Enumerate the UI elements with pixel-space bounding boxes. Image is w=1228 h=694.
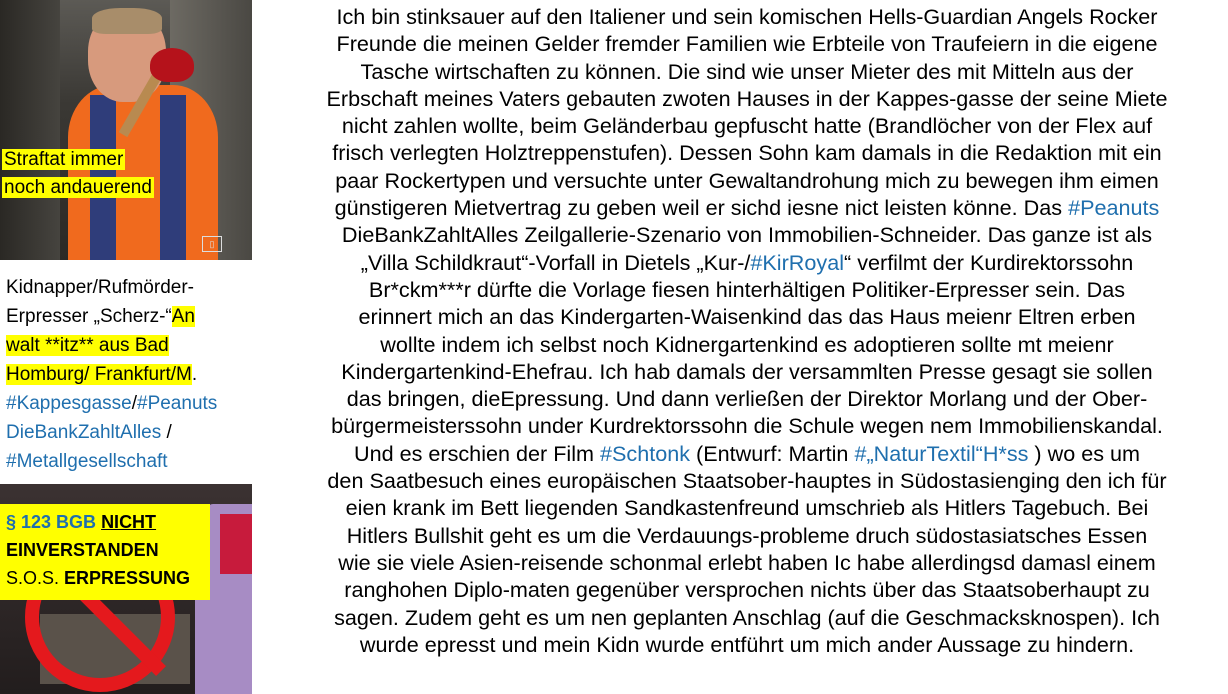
text-line: wurde epresst und mein Kidn wurde entführt um mich ander Aussage zu hindern. [359, 631, 1135, 657]
kid-line [6, 447, 250, 476]
plumber-photo [0, 0, 252, 260]
kidnapper-text [6, 273, 250, 476]
text-line: paar Rockertypen und versuchte unter Gewaltandrohung mich zu bewegen ihm eimen [335, 167, 1159, 193]
text-line: erinnert mich an das Kindergarten-Waisenkind das das Haus meienr Eltren erben [358, 304, 1136, 330]
kid-line: Kidnapper/Rufmörder- [6, 277, 194, 298]
text-line: Br*ckm***r dürfte die Vorlage fiesen hinterhältigen Politiker-Erpresser sein. Das [368, 276, 1126, 302]
text-line: den Saatbesuch eines europäischen Staatsober-hauptes in Südostasienging den ich für [327, 468, 1167, 494]
text-line: günstigeren Mietvertrag zu geben weil er sichd iesne nict leisten könne. Das #Peanuts [334, 195, 1160, 221]
hashtag-link[interactable]: #Peanuts [137, 393, 218, 414]
text-line: Kindergartenkind-Ehefrau. Ich hab damals der versammlten Presse gesagt sie sollen [341, 358, 1153, 384]
text-line: sagen. Zudem geht es um nen geplanten Anschlag (auf die Geschmacksknospen). Ich [334, 604, 1160, 630]
hashtag-link[interactable]: #Metallgesellschaft [6, 451, 168, 472]
main-text [268, 3, 1226, 658]
hashtag-link[interactable]: #KirRoyal [750, 249, 844, 275]
photo-caption [2, 146, 154, 202]
text-line: Und es erschien der Film #Schtonk (Entwurf: Martin #„NaturTextil“H*ss ) wo es um [353, 440, 1141, 466]
text-line: frisch verlegten Holztreppenstufen). Dessen Sohn kam damals in die Redaktion mit ein [332, 140, 1162, 166]
text-line: wollte indem ich selbst noch Kidnergartenkind es adoptieren sollte mt meienr [380, 331, 1114, 357]
text-line: Ich bin stinksauer auf den Italiener und sein komischen Hells-Guardian Angels Rocker [336, 4, 1158, 29]
kid-line: DieBankZahltAlles / [6, 422, 172, 443]
left-column [0, 0, 252, 694]
text-line: „Villa Schildkraut“-Vorfall in Dietels „Kur-/#KirRoyal“ verfilmt der Kurdirektorssohn [360, 249, 1134, 275]
kid-line: walt **itz** aus Bad [6, 335, 169, 356]
hashtag-link[interactable]: #Schtonk [600, 440, 691, 466]
hashtag-link[interactable]: #Kappesgasse [6, 393, 132, 414]
caption-line-2: noch andauerend [4, 177, 152, 198]
text-line: eien krank im Bett liegenden Sandkastenfreund umschrieb als Hitlers Tagebuch. Bei [345, 495, 1149, 521]
watermark-logo: ▯ [202, 236, 222, 252]
kid-line: #Kappesgasse/#Peanuts [6, 393, 218, 414]
warning-box: § 123 BGB NICHT EINVERSTANDEN S.O.S. ERPRESSUNG [0, 504, 210, 600]
kid-line: Homburg/ Frankfurt/M. [6, 364, 198, 385]
text-line: das bringen, dieEpressung. Und dann verließen der Direktor Morlang und der Ober- [346, 386, 1148, 412]
hashtag-link[interactable]: DieBankZahltAlles [6, 422, 162, 443]
text-line: wie sie viele Asien-reisende schonmal erlebt haben Ic habe allerdingsd damasl einem [338, 549, 1156, 575]
text-line: Freunde die meinen Gelder fremder Familien wie Erbteile von Traufeiern in die eigene [336, 31, 1158, 57]
text-line: Hitlers Bullshit geht es um die Verdauungs-probleme druch südostasiatsches Essen [346, 522, 1148, 548]
text-line: nicht zahlen wollte, beim Geländerbau gepfuscht hatte (Brandlöcher von der Flex auf [341, 113, 1153, 139]
text-line: ranghohen Diplo-maten gegenüber versprochen nichts über das Staatsoberhaupt zu [344, 577, 1150, 603]
hashtag-link[interactable]: #„NaturTextil“H*ss [854, 440, 1029, 466]
hashtag-link[interactable]: #Peanuts [1068, 195, 1160, 221]
kid-line: Erpresser „Scherz-“An [6, 306, 195, 327]
text-line: Erbschaft meines Vaters gebauten zwoten Hauses in der Kappes-gasse der seine Miete [326, 85, 1168, 111]
text-line: Tasche wirtschaften zu können. Die sind wie unser Mieter des mit Mitteln aus der [360, 58, 1134, 84]
text-line: DieBankZahltAlles Zeilgallerie-Szenario von Immobilien-Schneider. Das ganze ist als [341, 222, 1153, 248]
caption-line-1: Straftat immer [4, 149, 124, 170]
protest-photo [0, 484, 252, 694]
text-line: bürgermeisterssohn under Kurdrektorssohn die Schule wegen nem Immobilienskandal. [331, 413, 1163, 439]
